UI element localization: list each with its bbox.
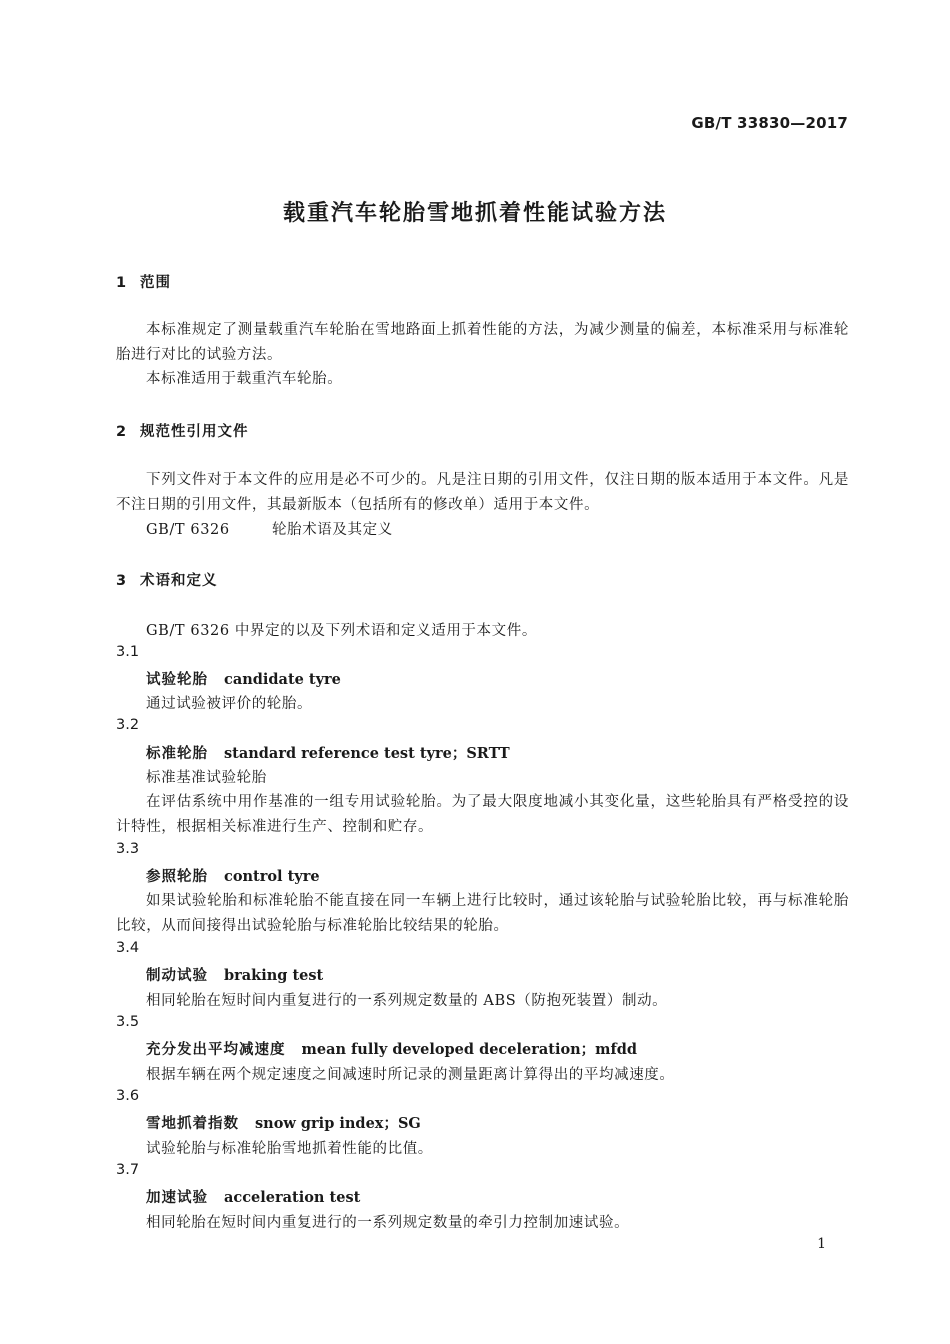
term-number: 3.6 — [116, 1088, 140, 1104]
document-title: 载重汽车轮胎雪地抓着性能试验方法 — [282, 201, 667, 226]
term-en: mean fully developed deceleration；mfdd — [301, 1041, 638, 1058]
reference-title: 轮胎术语及其定义 — [272, 522, 393, 538]
paragraph: 本标准规定了测量载重汽车轮胎在雪地路面上抓着性能的方法，为减少测量的偏差，本标准采用与标准轮胎进行对比的试验方法。 — [116, 322, 849, 363]
term-en: braking test — [224, 967, 324, 984]
term-alternate: 标准基准试验轮胎 — [146, 770, 267, 786]
term-entry — [146, 668, 341, 689]
paragraph: 下列文件对于本文件的应用是必不可少的。凡是注日期的引用文件，仅注日期的版本适用于本文件。凡是不注日期的引用文件，其最新版本（包括所有的修改单）适用于本文件。 — [116, 472, 849, 513]
section-heading-scope — [116, 271, 171, 292]
term-entry — [146, 1038, 637, 1059]
term-definition: 如果试验轮胎和标准轮胎不能直接在同一车辆上进行比较时，通过该轮胎与试验轮胎比较，再与标准轮胎比较，从而间接得出试验轮胎与标准轮胎比较结果的轮胎。 — [116, 893, 849, 934]
term-definition: 根据车辆在两个规定速度之间减速时所记录的测量距离计算得出的平均减速度。 — [146, 1067, 675, 1083]
term-definition: 通过试验被评价的轮胎。 — [146, 696, 313, 712]
page-number: 1 — [817, 1236, 826, 1252]
term-zh: 制动试验 — [146, 968, 208, 984]
term-en: standard reference test tyre；SRTT — [224, 745, 510, 762]
term-entry — [146, 1186, 360, 1207]
term-number: 3.3 — [116, 841, 140, 857]
section-number: 1 — [116, 275, 128, 291]
reference-code: GB/T 6326 — [146, 522, 230, 538]
section-heading-normative-references — [116, 420, 249, 441]
term-definition: 试验轮胎与标准轮胎雪地抓着性能的比值。 — [146, 1141, 433, 1157]
reference-entry — [146, 518, 393, 539]
term-number: 3.5 — [116, 1014, 140, 1030]
term-zh: 参照轮胎 — [146, 869, 208, 885]
term-zh: 充分发出平均减速度 — [146, 1042, 286, 1058]
term-entry — [146, 742, 510, 763]
term-entry — [146, 964, 323, 985]
paragraph: GB/T 6326 中界定的以及下列术语和定义适用于本文件。 — [146, 623, 537, 639]
term-zh: 加速试验 — [146, 1190, 208, 1206]
term-en: candidate tyre — [224, 671, 341, 688]
term-en: snow grip index；SG — [255, 1115, 421, 1132]
section-title: 规范性引用文件 — [140, 424, 249, 440]
term-en: control tyre — [224, 868, 320, 885]
section-title: 范围 — [140, 275, 171, 291]
section-number: 2 — [116, 424, 128, 440]
term-zh: 试验轮胎 — [146, 672, 208, 688]
term-entry — [146, 1112, 421, 1133]
section-number: 3 — [116, 573, 128, 589]
term-number: 3.1 — [116, 644, 140, 660]
standard-code: GB/T 33830—2017 — [691, 114, 848, 132]
paragraph: 本标准适用于载重汽车轮胎。 — [146, 371, 343, 387]
term-zh: 雪地抓着指数 — [146, 1116, 239, 1132]
section-heading-terms — [116, 569, 218, 590]
term-definition: 相同轮胎在短时间内重复进行的一系列规定数量的牵引力控制加速试验。 — [146, 1215, 630, 1231]
term-definition: 在评估系统中用作基准的一组专用试验轮胎。为了最大限度地减小其变化量，这些轮胎具有严格受控的设计特性，根据相关标准进行生产、控制和贮存。 — [116, 794, 849, 835]
term-zh: 标准轮胎 — [146, 746, 208, 762]
term-number: 3.4 — [116, 940, 140, 956]
term-entry — [146, 865, 320, 886]
term-number: 3.2 — [116, 717, 140, 733]
section-title: 术语和定义 — [140, 573, 218, 589]
term-definition: 相同轮胎在短时间内重复进行的一系列规定数量的 ABS（防抱死装置）制动。 — [146, 993, 668, 1009]
term-en: acceleration test — [224, 1189, 361, 1206]
term-number: 3.7 — [116, 1162, 140, 1178]
